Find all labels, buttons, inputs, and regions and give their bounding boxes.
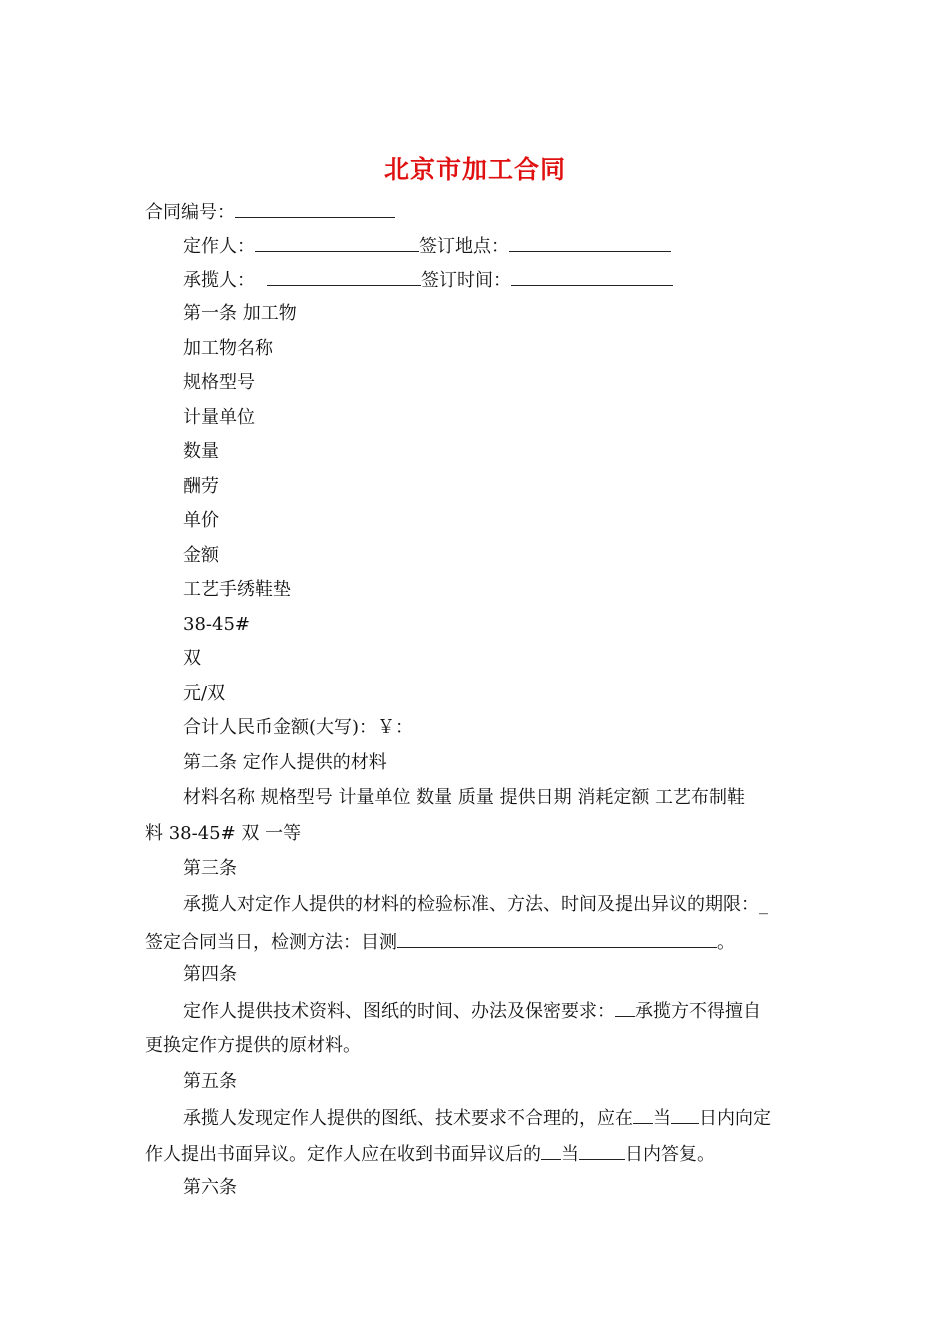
article4-blank [615, 999, 635, 1017]
article3-text-part: 签定合同当日，检测方法：目测 [145, 932, 397, 953]
article6-heading: 第六条 [183, 1177, 237, 1198]
article5-heading: 第五条 [183, 1071, 237, 1092]
processor-blank [267, 268, 421, 286]
article4-text-part: 定作人提供技术资料、图纸的时间、办法及保密要求： [183, 1001, 615, 1022]
article4-text-part2: 承揽方不得擅自 [635, 1001, 761, 1022]
sign-time-label: 签订时间： [421, 270, 511, 291]
article4-heading: 第四条 [183, 964, 237, 985]
article1-item: 元/双 [183, 683, 226, 704]
article1-item: 加工物名称 [183, 338, 273, 359]
article1-heading: 第一条 加工物 [183, 303, 297, 324]
processor-line [183, 268, 673, 292]
article5-text-part: 日内向定 [699, 1108, 771, 1129]
article5-text-line1 [183, 1106, 771, 1130]
article5-text-part: 日内答复。 [625, 1144, 715, 1165]
article5-blank [541, 1142, 561, 1160]
article3-heading: 第三条 [183, 858, 237, 879]
sign-place-blank [509, 234, 671, 252]
article5-text-part: 作人提出书面异议。定作人应在收到书面异议后的 [145, 1144, 541, 1165]
processor-label: 承揽人： [183, 270, 255, 291]
article5-blank [579, 1142, 625, 1160]
article1-item: 单价 [183, 510, 219, 531]
contractor-blank [255, 234, 419, 252]
article2-heading: 第二条 定作人提供的材料 [183, 752, 387, 773]
article5-text-part: 承揽人发现定作人提供的图纸、技术要求不合理的，应在 [183, 1108, 633, 1129]
article1-total: 合计人民币金额(大写)：￥： [183, 717, 414, 738]
article5-text-part: 当 [561, 1144, 579, 1165]
contract-number-label: 合同编号： [145, 202, 235, 223]
article2-text-line1: 材料名称 规格型号 计量单位 数量 质量 提供日期 消耗定额 工艺布制鞋 [183, 787, 746, 808]
article3-text-end: 。 [717, 932, 735, 953]
article1-item: 双 [183, 648, 201, 669]
contractor-label: 定作人： [183, 236, 255, 257]
contractor-line [183, 234, 671, 258]
article2-text-line2: 料 38-45# 双 一等 [145, 823, 302, 844]
article1-item: 酬劳 [183, 476, 219, 497]
article1-item: 计量单位 [183, 407, 255, 428]
article3-text-line2 [145, 930, 735, 954]
article1-item: 38-45# [183, 614, 250, 635]
contract-number-blank [235, 200, 395, 218]
article1-item: 金额 [183, 545, 219, 566]
article5-blank [671, 1106, 699, 1124]
article5-blank [633, 1106, 653, 1124]
document-title: 北京市加工合同 [383, 155, 566, 184]
article5-text-line2 [145, 1142, 715, 1166]
article1-item: 规格型号 [183, 372, 255, 393]
sign-place-label: 签订地点： [419, 236, 509, 257]
article1-item: 数量 [183, 441, 219, 462]
sign-time-blank [511, 268, 673, 286]
article3-text-line1: 承揽人对定作人提供的材料的检验标准、方法、时间及提出异议的期限：_ [183, 894, 768, 915]
article4-text-line1 [183, 999, 761, 1023]
contract-number-line [145, 200, 395, 224]
article5-text-part: 当 [653, 1108, 671, 1129]
article1-item: 工艺手绣鞋垫 [183, 579, 291, 600]
article4-text-line2: 更换定作方提供的原材料。 [145, 1035, 361, 1056]
inspection-method-blank [397, 930, 717, 948]
